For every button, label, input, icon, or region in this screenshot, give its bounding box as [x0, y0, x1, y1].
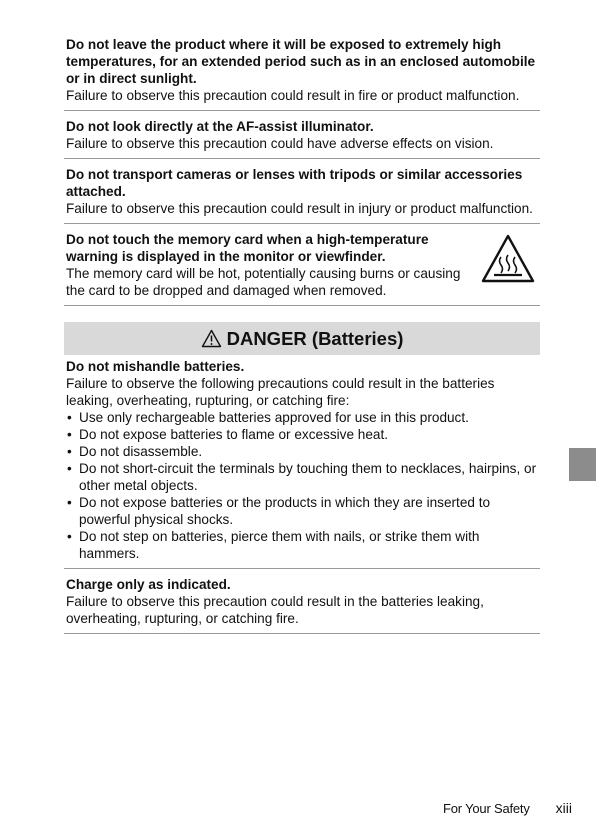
bullet-item [66, 426, 540, 443]
chapter-index-tab [569, 448, 596, 481]
precaution-title: Do not look directly at the AF-assist illuminator. [66, 119, 374, 134]
precaution-title: Do not touch the memory card when a high-temperature warning is displayed in the monitor or viewfinder. [66, 232, 429, 264]
precaution-body: Failure to observe this precaution could result in injury or product malfunction. [66, 201, 533, 216]
bullet-text: Do not step on batteries, pierce them with nails, or strike them with hammers. [79, 529, 480, 561]
danger-title: DANGER (Batteries) [226, 327, 404, 349]
danger-item-title: Charge only as indicated. [66, 577, 231, 592]
bullet-dot: • [67, 410, 72, 425]
bullet-text: Do not expose batteries to flame or excessive heat. [79, 427, 389, 442]
warning-triangle-icon [201, 329, 222, 348]
danger-item [64, 576, 540, 634]
hot-surface-warning-icon [480, 233, 536, 285]
precaution-item [64, 118, 540, 159]
danger-item [64, 358, 540, 569]
precaution-body: Failure to observe this precaution could have adverse effects on vision. [66, 136, 494, 151]
footer-section-name: For Your Safety [443, 801, 530, 816]
page-number: xiii [555, 800, 572, 816]
bullet-dot: • [67, 495, 72, 510]
danger-header [64, 322, 540, 355]
danger-item-title: Do not mishandle batteries. [66, 359, 245, 374]
bullet-dot: • [67, 529, 72, 544]
bullet-item [66, 494, 540, 528]
bullet-text: Use only rechargeable batteries approved for use in this product. [79, 410, 469, 425]
danger-bullet-list [66, 409, 540, 562]
bullet-text: Do not disassemble. [79, 444, 203, 459]
precaution-body: The memory card will be hot, potentially causing burns or causing the card to be dropped and damaged when removed. [66, 266, 461, 298]
bullet-text: Do not short-circuit the terminals by touching them to necklaces, hairpins, or other metal objects. [79, 461, 537, 493]
precaution-title: Do not transport cameras or lenses with tripods or similar accessories attached. [66, 167, 523, 199]
bullet-dot: • [67, 444, 72, 459]
danger-item-body: Failure to observe the following precautions could result in the batteries leaking, overheating, rupturing, or catching fire: [66, 376, 495, 408]
bullet-item [66, 460, 540, 494]
bullet-item [66, 409, 540, 426]
precaution-item [64, 231, 540, 306]
precaution-text [66, 231, 466, 299]
bullet-item [66, 528, 540, 562]
page-footer [443, 800, 572, 816]
precaution-item [64, 36, 540, 111]
precaution-body: Failure to observe this precaution could result in fire or product malfunction. [66, 88, 520, 103]
danger-item-body: Failure to observe this precaution could result in the batteries leaking, overheating, rupturing, or catching fire. [66, 594, 484, 626]
bullet-item [66, 443, 540, 460]
page-content [64, 36, 540, 641]
precaution-item [64, 166, 540, 224]
bullet-dot: • [67, 461, 72, 476]
bullet-dot: • [67, 427, 72, 442]
precaution-title: Do not leave the product where it will be exposed to extremely high temperatures, for an extended period such as in an enclosed automobile or in direct sunlight. [66, 37, 536, 86]
bullet-text: Do not expose batteries or the products in which they are inserted to powerful physical shocks. [79, 495, 491, 527]
